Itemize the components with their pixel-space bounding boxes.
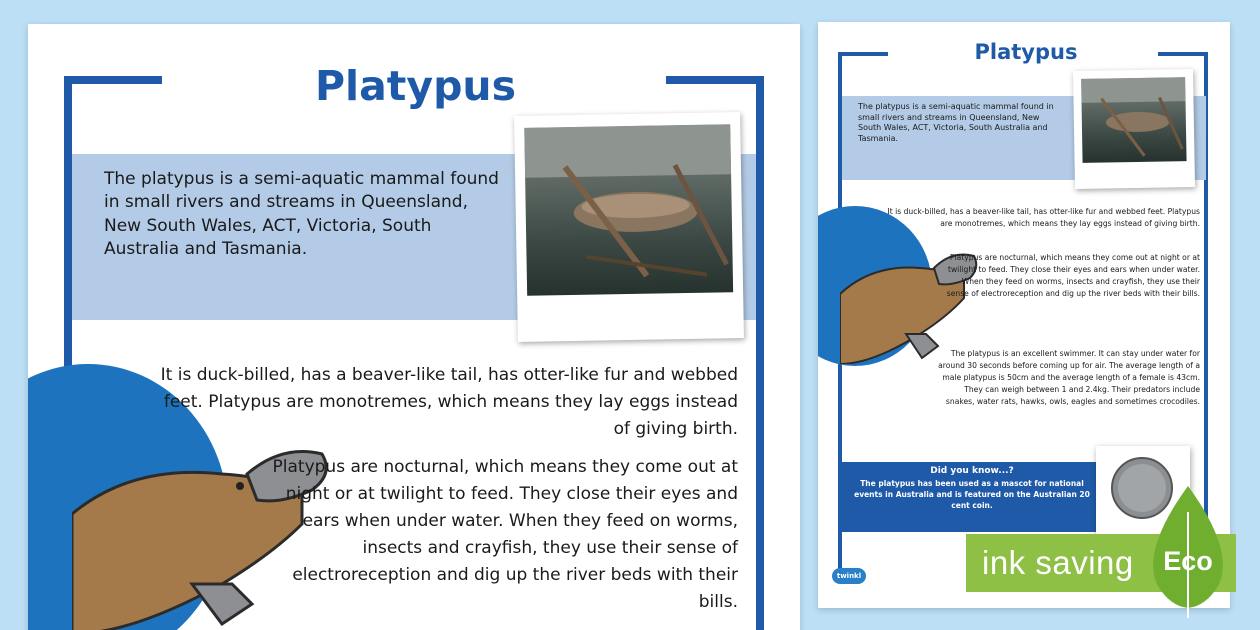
intro-paragraph: The platypus is a semi-aquatic mammal found in small rivers and streams in Queensland, New South Wales, ACT, Victoria, South Australia and Tasmania.	[858, 102, 1054, 143]
intro-paragraph: The platypus is a semi-aquatic mammal found in small rivers and streams in Queensland, New South Wales, ACT, Victoria, South Australia and Tasmania.	[104, 169, 499, 260]
paragraph-nocturnal: Platypus are nocturnal, which means they come out at night or at twilight to feed. They close their eyes and ears when under water. When they feed on worms, insects and crayfish, they use their sense of electroreception and dig up the river beds with their bills.	[946, 253, 1200, 298]
platypus-photo	[524, 124, 733, 296]
paragraph-features: It is duck-billed, has a beaver-like tail, has otter-like fur and webbed feet. Platypus are monotremes, which means they lay eggs instead of giving birth.	[887, 207, 1200, 228]
did-you-know-heading: Did you know...?	[930, 466, 1014, 476]
platypus-swimming-image	[524, 124, 733, 296]
eco-leaf-icon	[1146, 482, 1230, 620]
paragraph-swimming: The platypus is an excellent swimmer. It can stay under water for around 30 seconds before coming up for air. The average length of a male platypus is 50cm and the average length of a female is 43cm. They can weigh between 1 and 2.4kg. Their predators include snakes, water rats, hawks, owls, eagles and sometimes crocodiles.	[938, 349, 1200, 406]
eco-text: Eco	[1163, 546, 1213, 576]
paragraph-features: It is duck-billed, has a beaver-like tail, has otter-like fur and webbed feet. Platypus are monotremes, which means they lay eggs instead of giving birth.	[160, 365, 738, 439]
page-title: Platypus	[974, 40, 1078, 64]
paragraph-nocturnal: Platypus are nocturnal, which means they come out at night or at twilight to feed. They close their eyes and ears when under water. When they feed on worms, insects and crayfish, they use their sense of electroreception and dig up the river beds with their bills.	[272, 457, 738, 612]
zoomed-document-page	[28, 24, 800, 630]
ink-saving-label: ink saving	[982, 544, 1134, 581]
did-you-know-box	[842, 462, 1102, 532]
platypus-swimming-image	[1081, 77, 1186, 163]
page-title: Platypus	[314, 62, 517, 110]
platypus-photo	[1081, 77, 1186, 163]
did-you-know-text: The platypus has been used as a mascot for national events in Australia and is featured on the Australian 20 cent coin.	[854, 479, 1090, 510]
photo-frame	[1073, 69, 1195, 189]
twinkl-logo: twinkl	[832, 568, 866, 584]
photo-frame	[514, 112, 744, 342]
